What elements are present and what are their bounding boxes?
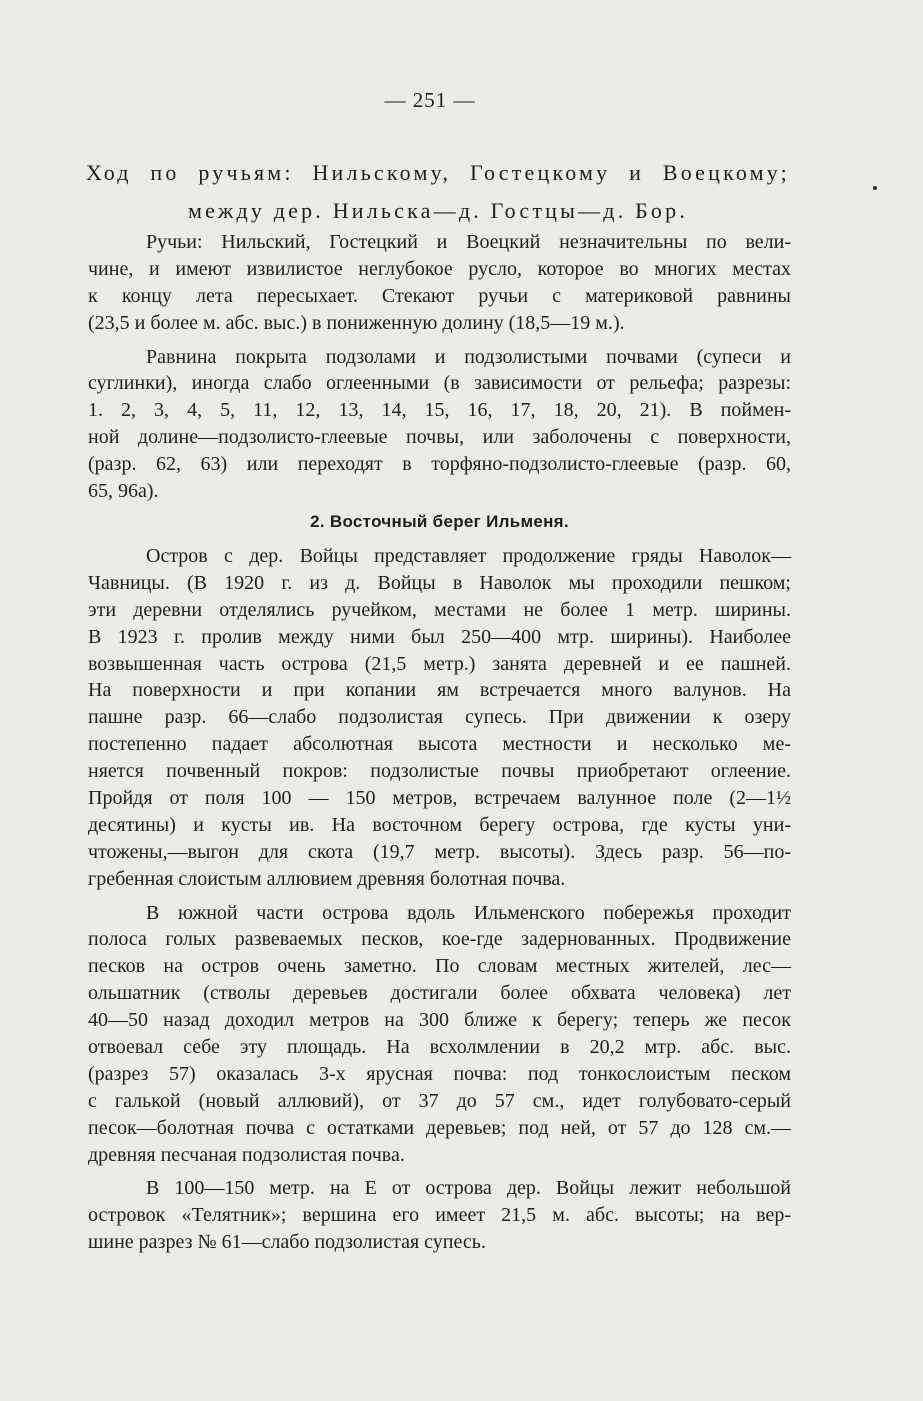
text-line: десятины) и кусты ив. На восточном берегу острова, где кусты уни- (88, 813, 791, 836)
text-line: постепенно падает абсолютная высота местности и несколько ме- (88, 733, 791, 756)
text-line: (разрез 57) оказалась 3-х ярусная почва: под тонкослоистым песком (88, 1062, 791, 1085)
scan-speck-mark (873, 186, 877, 190)
text-line: 40—50 назад доходил метров на 300 ближе к берегу; теперь же песок (88, 1009, 791, 1032)
route-heading (86, 154, 790, 230)
paragraph (88, 1175, 791, 1256)
heading-line-2: между дер. Нильска—д. Гостцы—д. Бор. (187, 198, 689, 223)
text-line: с галькой (новый аллювий), от 37 до 57 см., идет голубовато-серый (88, 1089, 791, 1112)
text-line: суглинки), иногда слабо оглеенными (в зависимости от рельефа; разрезы: (88, 372, 791, 395)
text-line: Чавницы. (В 1920 г. из д. Войцы в Наволок мы проходили пешком; (88, 571, 791, 594)
text-line: Пройдя от поля 100 — 150 метров, встречаем валунное поле (2—1½ (88, 787, 791, 810)
text-line: гребенная слоистым аллювием древняя болотная почва. (88, 867, 566, 890)
text-line: песок—болотная почва с остатками деревьев; под ней, от 57 до 128 см.— (88, 1116, 791, 1139)
text-line: Равнина покрыта подзолами и подзолистыми почвами (супеси и (146, 345, 791, 368)
text-line: древняя песчаная подзолистая почва. (88, 1143, 405, 1166)
text-line: В южной части острова вдоль Ильменского побережья проходит (146, 901, 791, 924)
text-line: эти деревни отделялись ручейком, местами не более 1 метр. ширины. (88, 598, 791, 621)
text-line: 1. 2, 3, 4, 5, 11, 12, 13, 14, 15, 16, 17, 18, 20, 21). В поймен- (88, 399, 791, 422)
text-line: (разр. 62, 63) или переходят в торфяно-подзолисто-глеевые (разр. 60, (88, 453, 791, 476)
page-number: — 251 — (384, 88, 476, 112)
text-line: В 1923 г. пролив между ними был 250—400 мтр. ширины). Наиболее (88, 625, 791, 648)
body-text-bottom (88, 543, 791, 1256)
text-line: шине разрез № 61—слабо подзолистая супесь. (88, 1231, 486, 1254)
text-line: к концу лета пересыхает. Стекают ручьи с материковой равнины (88, 284, 791, 307)
text-line: ной долине—подзолисто-глеевые почвы, или заболочены с поверхности, (88, 426, 791, 449)
body-text-top (88, 229, 791, 505)
text-line: (23,5 и более м. абс. выс.) в пониженную долину (18,5—19 м.). (88, 311, 625, 334)
paragraph (88, 543, 791, 893)
text-line: няется почвенный покров: подзолистые почвы приобретают оглеение. (88, 760, 791, 783)
section-title: 2. Восточный берег Ильменя. (310, 512, 569, 531)
text-line: чине, и имеют извилистое неглубокое русло, которое во многих местах (88, 257, 791, 280)
text-line: островок «Телятник»; вершина его имеет 21,5 м. абс. высоты; на вер- (88, 1204, 791, 1227)
text-line: песков на остров очень заметно. По словам местных жителей, лес— (88, 955, 791, 978)
text-line: 65, 96а). (88, 480, 159, 503)
text-line: возвышенная часть острова (21,5 метр.) занята деревней и ее пашней. (88, 652, 791, 675)
text-line: отвоевал себе эту площадь. На всхолмлении в 20,2 мтр. абс. выс. (88, 1036, 791, 1059)
paragraph (88, 900, 791, 1169)
text-line: На поверхности и при копании ям встречается много валунов. На (88, 679, 791, 702)
text-line: Ручьи: Нильский, Гостецкий и Воецкий незначительны по вели- (146, 231, 791, 253)
text-line: ольшатник (стволы деревьев достигали более обхвата человека) лет (88, 982, 791, 1005)
heading-line-1: Ход по ручьям: Нильскому, Гостецкому и Воецкому; (86, 160, 790, 185)
text-line: полоса голых развеваемых песков, кое-где задернованных. Продвижение (88, 928, 791, 951)
text-line: чтожены,—выгон для скота (19,7 метр. высоты). Здесь разр. 56—по- (88, 840, 791, 863)
text-line: Остров с дер. Войцы представляет продолжение гряды Наволок— (146, 545, 791, 567)
paragraph (88, 229, 791, 337)
text-line: В 100—150 метр. на Е от острова дер. Войцы лежит небольшой (146, 1177, 791, 1200)
paragraph (88, 344, 791, 505)
text-line: пашне разр. 66—слабо подзолистая супесь. При движении к озеру (88, 706, 791, 729)
